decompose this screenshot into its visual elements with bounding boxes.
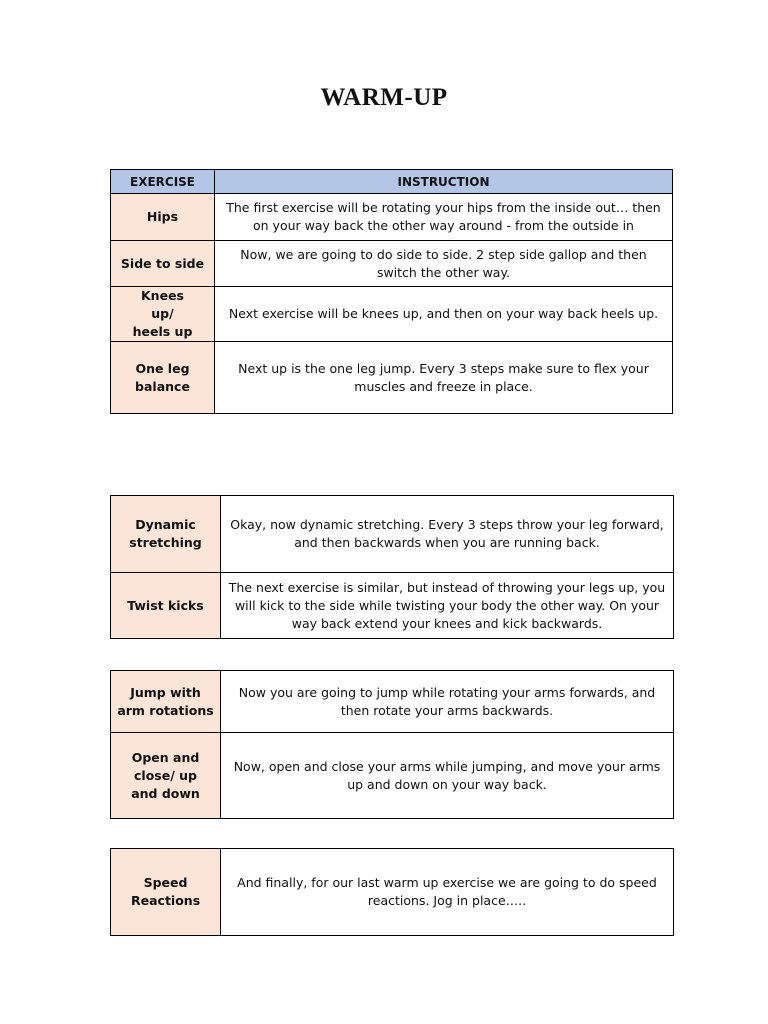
table-row — [111, 573, 674, 639]
table-row — [111, 194, 673, 241]
instruction-cell: The first exercise will be rotating your hips from the inside out… then on your way back the other way around - from the outside in — [215, 194, 673, 241]
table-row — [111, 241, 673, 287]
exercise-cell: Side to side — [111, 241, 215, 287]
exercise-table-3 — [110, 670, 674, 819]
table-header-row — [111, 170, 673, 194]
exercise-cell: Open and close/ up and down — [111, 733, 221, 819]
table-row — [111, 342, 673, 414]
exercise-cell: Jump with arm rotations — [111, 671, 221, 733]
header-instruction: INSTRUCTION — [215, 170, 673, 194]
instruction-cell: Now you are going to jump while rotating your arms forwards, and then rotate your arms backwards. — [221, 671, 674, 733]
exercise-cell: Dynamic stretching — [111, 496, 221, 573]
exercise-cell: Speed Reactions — [111, 849, 221, 936]
instruction-cell: Next exercise will be knees up, and then on your way back heels up. — [215, 287, 673, 342]
header-exercise: EXERCISE — [111, 170, 215, 194]
table-row — [111, 849, 674, 936]
exercise-table-2 — [110, 495, 674, 639]
exercise-cell: Twist kicks — [111, 573, 221, 639]
table-row — [111, 733, 674, 819]
exercise-table-1 — [110, 169, 673, 414]
instruction-cell: And finally, for our last warm up exercise we are going to do speed reactions. Jog in place….. — [221, 849, 674, 936]
table-row — [111, 287, 673, 342]
instruction-cell: Now, we are going to do side to side. 2 step side gallop and then switch the other way. — [215, 241, 673, 287]
table-row — [111, 496, 674, 573]
instruction-cell: Next up is the one leg jump. Every 3 steps make sure to flex your muscles and freeze in place. — [215, 342, 673, 414]
page-title: WARM-UP — [320, 84, 448, 111]
instruction-cell: Okay, now dynamic stretching. Every 3 steps throw your leg forward, and then backwards when you are running back. — [221, 496, 674, 573]
instruction-cell: The next exercise is similar, but instead of throwing your legs up, you will kick to the side while twisting your body the other way. On your way back extend your knees and kick backwards. — [221, 573, 674, 639]
exercise-table-4 — [110, 848, 674, 936]
exercise-cell: Hips — [111, 194, 215, 241]
instruction-cell: Now, open and close your arms while jumping, and move your arms up and down on your way back. — [221, 733, 674, 819]
exercise-cell: Knees up/ heels up — [111, 287, 215, 342]
exercise-cell: One leg balance — [111, 342, 215, 414]
table-row — [111, 671, 674, 733]
